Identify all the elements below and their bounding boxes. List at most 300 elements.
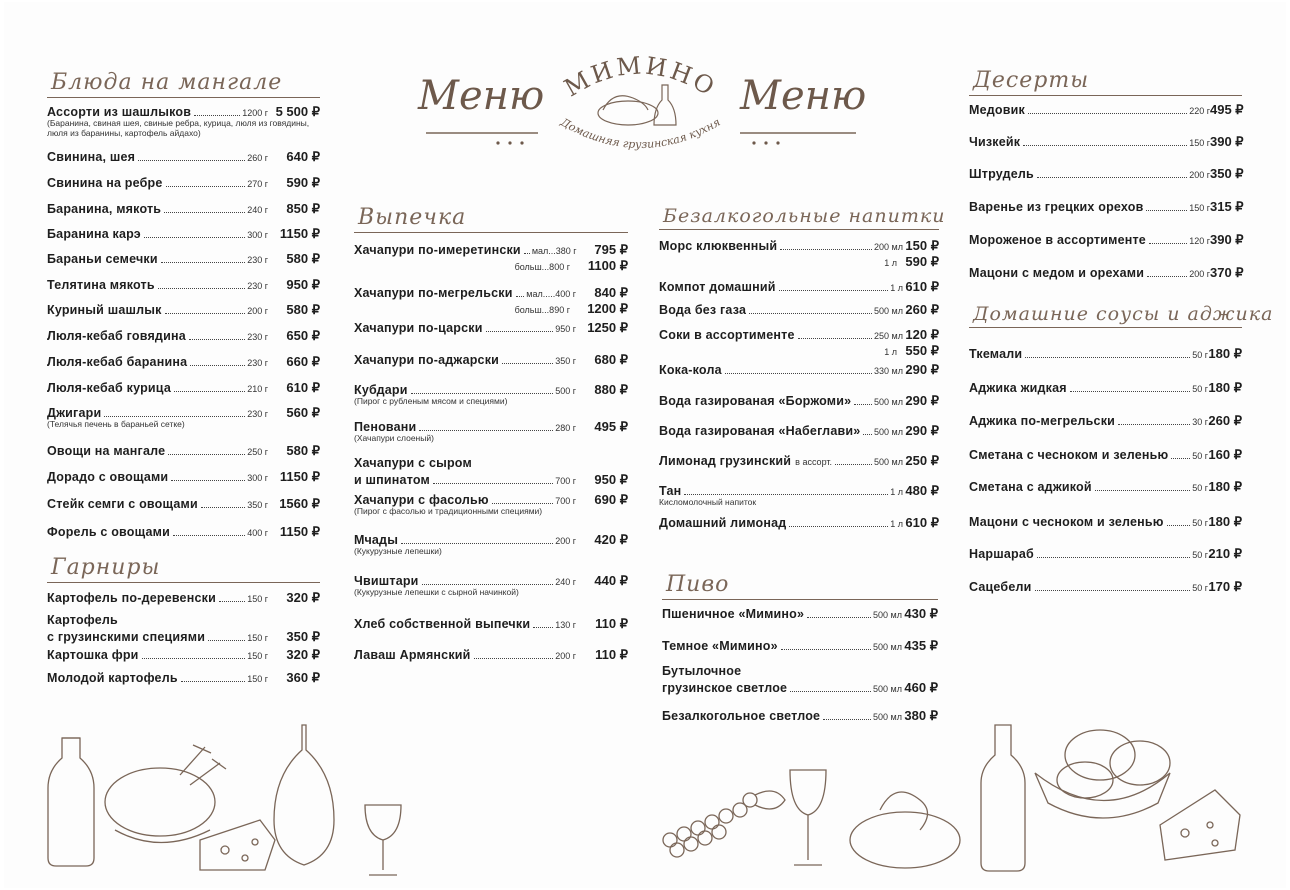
- item-weight: больш...800 г: [514, 262, 570, 272]
- menu-item: [354, 242, 628, 274]
- item-weight: 260 г: [247, 153, 268, 163]
- item-weight: мал.....400 г: [526, 289, 576, 299]
- menu-item: [47, 302, 320, 318]
- menu-item: [659, 302, 939, 318]
- menu-item-row: [662, 708, 938, 724]
- menu-item-row: [659, 393, 939, 409]
- logo-left-word: Меню: [418, 73, 545, 119]
- item-weight: 1 л: [890, 519, 903, 529]
- grill-section: [47, 70, 320, 539]
- item-price: 160 ₽: [1208, 447, 1242, 462]
- item-note: Кисломолочный напиток: [659, 497, 757, 507]
- item-price: 495 ₽: [594, 419, 628, 434]
- dot-leader: [1118, 424, 1190, 425]
- item-price: 120 ₽: [905, 327, 939, 342]
- menu-item-row: [659, 238, 939, 254]
- item-weight: 500 мл: [874, 306, 903, 316]
- menu-item: [969, 514, 1242, 530]
- svg-text:Домашняя грузинская кухня: [558, 115, 723, 151]
- item-name: Картофель: [47, 613, 118, 627]
- menu-item-row: [354, 616, 628, 632]
- menu-item-row: [662, 638, 938, 654]
- item-weight: 50 г: [1192, 518, 1208, 528]
- menu-item-row: [659, 515, 939, 531]
- item-weight: 500 мл: [874, 457, 903, 467]
- item-note: (Кукурузные лепешки): [354, 546, 442, 556]
- item-weight: 250 г: [247, 447, 268, 457]
- logo-dish-icon: [598, 85, 676, 125]
- menu-item-row: [47, 302, 320, 318]
- dot-leader: [219, 601, 245, 602]
- item-weight: 500 мл: [873, 642, 902, 652]
- menu-item: [354, 382, 628, 407]
- item-note: (Хачапури слоеный): [354, 433, 434, 443]
- item-weight: 300 г: [247, 230, 268, 240]
- menu-item: [354, 419, 628, 444]
- item-name: Бутылочное: [662, 664, 742, 678]
- item-weight: 280 г: [555, 423, 576, 433]
- cheese-icon: [1160, 790, 1240, 860]
- item-name: Темное «Мимино»: [662, 639, 778, 653]
- menu-item: [47, 524, 320, 540]
- menu-item-row: [47, 226, 320, 242]
- menu-item-row: [47, 590, 320, 606]
- dot-leader: [190, 365, 245, 366]
- dot-leader: [835, 464, 872, 465]
- item-name: Морс клюквенный: [659, 239, 778, 253]
- dot-leader: [401, 543, 553, 544]
- item-weight: 500 мл: [873, 684, 902, 694]
- item-name: Соки в ассортименте: [659, 328, 795, 342]
- menu-item-row: [659, 453, 939, 469]
- item-weight: 500 г: [555, 386, 576, 396]
- sauces-heading: Домашние соусы и аджика: [969, 303, 1242, 328]
- menu-item-row: [354, 320, 628, 336]
- menu-item-row: [354, 472, 628, 488]
- menu-item: [47, 251, 320, 267]
- item-weight: 220 г: [1189, 106, 1210, 116]
- item-weight: 1 л: [890, 283, 903, 293]
- dot-leader: [158, 288, 245, 289]
- bread-basket-icon: [1035, 730, 1170, 818]
- item-price: 850 ₽: [286, 201, 320, 216]
- item-price: 495 ₽: [1210, 102, 1244, 117]
- item-name: Баранина карэ: [47, 227, 141, 241]
- item-name: Домашний лимонад: [659, 516, 787, 530]
- drinks-heading: Безалкогольные напитки: [659, 205, 939, 230]
- item-name: Люля-кебаб говядина: [47, 329, 186, 343]
- dot-leader: [189, 339, 245, 340]
- menu-item-row: [47, 496, 320, 512]
- item-weight: 330 мл: [874, 366, 903, 376]
- dot-leader: [181, 681, 245, 682]
- item-weight: 50 г: [1192, 384, 1208, 394]
- menu-item-row: [354, 242, 628, 258]
- dot-leader: [854, 404, 872, 405]
- item-name: Чизкейк: [969, 135, 1021, 149]
- menu-item-row: [969, 479, 1242, 495]
- item-name: Хачапури по-царски: [354, 321, 483, 335]
- item-price: 650 ₽: [286, 328, 320, 343]
- dot-leader: [144, 237, 245, 238]
- item-name: Баранина, мякоть: [47, 202, 162, 216]
- item-weight: 230 г: [247, 255, 268, 265]
- item-name: Вода газированая «Набеглави»: [659, 424, 861, 438]
- item-name: Хачапури по-мегрельски: [354, 286, 513, 300]
- item-weight: 500 мл: [874, 397, 903, 407]
- menu-item: [47, 104, 320, 138]
- dot-leader: [684, 494, 888, 495]
- logo-subtitle: Домашняя грузинская кухня: [558, 115, 723, 152]
- grill-heading: Блюда на мангале: [47, 70, 320, 98]
- menu-item: [969, 479, 1242, 495]
- item-weight: 230 г: [247, 332, 268, 342]
- dot-leader: [798, 338, 872, 339]
- item-weight: 500 мл: [873, 712, 902, 722]
- dot-leader: [502, 363, 553, 364]
- desserts-heading: Десерты: [969, 68, 1242, 96]
- dot-leader: [419, 430, 553, 431]
- menu-item: [659, 362, 939, 378]
- bottle-icon: [981, 725, 1025, 871]
- menu-item: [659, 393, 939, 409]
- menu-item: [47, 277, 320, 293]
- menu-item: [47, 405, 320, 430]
- item-name: Бараньи семечки: [47, 252, 158, 266]
- menu-item: [354, 616, 628, 632]
- wine-glass-icon: [790, 770, 826, 865]
- item-name: Тан: [659, 484, 682, 498]
- menu-item-row: [47, 524, 320, 540]
- item-price: 350 ₽: [1210, 166, 1244, 181]
- menu-item: [354, 320, 628, 336]
- item-weight: 1200 г: [242, 108, 268, 118]
- item-price: 290 ₽: [905, 423, 939, 438]
- item-weight: 150 г: [247, 633, 268, 643]
- menu-item-row: [47, 328, 320, 344]
- item-name: Кубдари: [354, 383, 408, 397]
- wine-jug-icon: [274, 725, 334, 865]
- item-weight: 30 г: [1192, 417, 1208, 427]
- menu-item: [47, 380, 320, 396]
- item-weight: 1 л: [890, 487, 903, 497]
- item-price: 440 ₽: [594, 573, 628, 588]
- item-note: (Пирог с рубленым мясом и специями): [354, 396, 508, 406]
- item-name: Куриный шашлык: [47, 303, 162, 317]
- dot-leader: [781, 649, 871, 650]
- item-weight: 200 г: [555, 536, 576, 546]
- item-note: (Баранина, свиная шея, свиные ребра, курица, люля из говядины, люля из баранины, картофель айдахо): [47, 118, 310, 138]
- item-price: 260 ₽: [905, 302, 939, 317]
- item-name: Хачапури по-аджарски: [354, 353, 500, 367]
- item-price: 110 ₽: [595, 616, 628, 631]
- menu-item: [47, 149, 320, 165]
- dot-leader: [789, 526, 888, 527]
- menu-item: [659, 327, 939, 359]
- menu-item: [47, 469, 320, 485]
- dot-leader: [1147, 276, 1187, 277]
- item-name: Лимонад грузинский: [659, 454, 792, 468]
- item-weight: 50 г: [1192, 350, 1208, 360]
- menu-item-row: [969, 102, 1242, 118]
- item-extra: в ассорт.: [795, 457, 832, 467]
- dot-leader: [474, 658, 554, 659]
- menu-item-row: [47, 149, 320, 165]
- item-name: и шпинатом: [354, 473, 430, 487]
- item-note: (Телячья печень в бараньей сетке): [47, 419, 185, 429]
- item-weight: 950 г: [555, 324, 576, 334]
- item-price: 1150 ₽: [279, 524, 320, 539]
- garnish-heading: Гарниры: [47, 555, 320, 583]
- item-price: 950 ₽: [286, 277, 320, 292]
- dot-leader: [165, 313, 246, 314]
- item-name: Свинина на ребре: [47, 176, 163, 190]
- item-name: Сацебели: [969, 580, 1032, 594]
- svg-text:МИМИНО: [560, 55, 722, 103]
- dot-leader: [1037, 177, 1187, 178]
- item-weight: 200 мл: [874, 242, 903, 252]
- menu-item: [659, 279, 939, 295]
- item-price: 320 ₽: [286, 590, 320, 605]
- item-name: Сметана с аджикой: [969, 480, 1092, 494]
- dot-leader: [780, 249, 872, 250]
- menu-item: [47, 226, 320, 242]
- beer-section: [662, 572, 938, 723]
- menu-item-row: [47, 277, 320, 293]
- item-price: 880 ₽: [594, 382, 628, 397]
- bakery-heading: Выпечка: [354, 205, 628, 233]
- menu-item-row: [659, 423, 939, 439]
- menu-item: [969, 447, 1242, 463]
- menu-item-row: [659, 302, 939, 318]
- roast-chicken-icon: [850, 792, 960, 868]
- item-name: Хачапури с фасолью: [354, 493, 489, 507]
- item-name: Картофель по-деревенски: [47, 591, 216, 605]
- menu-item-row: [659, 362, 939, 378]
- item-name: Лаваш Армянский: [354, 648, 471, 662]
- dot-leader: [1025, 357, 1190, 358]
- logo-emblem: [418, 55, 873, 155]
- item-name: грузинское светлое: [662, 681, 788, 695]
- dot-leader: [168, 454, 245, 455]
- item-price: 150 ₽: [905, 238, 939, 253]
- item-price: 180 ₽: [1208, 479, 1242, 494]
- item-weight: 240 г: [555, 577, 576, 587]
- menu-item: [662, 708, 938, 724]
- menu-item-row: [969, 413, 1242, 429]
- menu-item: [659, 483, 939, 508]
- item-weight: 230 г: [247, 358, 268, 368]
- wine-glass-icon: [365, 805, 401, 875]
- menu-item-row: [47, 469, 320, 485]
- menu-item: [354, 285, 628, 317]
- menu-item-row: [969, 199, 1242, 215]
- menu-item: [969, 380, 1242, 396]
- item-name: Кока-кола: [659, 363, 722, 377]
- item-name: Ткемали: [969, 347, 1023, 361]
- item-name: Медовик: [969, 103, 1025, 117]
- dot-leader: [138, 160, 245, 161]
- menu-item-row: [47, 647, 320, 663]
- logo-title: МИМИНО: [559, 55, 722, 103]
- dot-leader: [725, 373, 872, 374]
- item-weight: 700 г: [555, 476, 576, 486]
- item-price: 370 ₽: [1210, 265, 1244, 280]
- item-price: 380 ₽: [904, 708, 938, 723]
- menu-item-row: [969, 265, 1242, 281]
- item-price: 390 ₽: [1210, 232, 1244, 247]
- item-price: 580 ₽: [286, 302, 320, 317]
- item-price: 180 ₽: [1208, 380, 1242, 395]
- item-price: 390 ₽: [1210, 134, 1244, 149]
- dot-leader: [411, 393, 554, 394]
- item-weight: 150 г: [247, 651, 268, 661]
- dot-leader: [1149, 243, 1187, 244]
- item-weight: больш...890 г: [514, 305, 570, 315]
- dot-leader: [1028, 113, 1187, 114]
- item-price: 610 ₽: [905, 515, 939, 530]
- menu-item: [659, 238, 939, 270]
- item-weight: 300 г: [247, 473, 268, 483]
- item-name: Наршараб: [969, 547, 1034, 561]
- dot-leader: [1070, 391, 1190, 392]
- item-weight: 400 г: [247, 528, 268, 538]
- item-name: Дорадо с овощами: [47, 470, 169, 484]
- item-price: 250 ₽: [905, 453, 939, 468]
- menu-item-row: [969, 380, 1242, 396]
- dot-leader: [164, 212, 245, 213]
- item-weight: 200 г: [555, 651, 576, 661]
- dot-leader: [807, 617, 871, 618]
- menu-item-row: [662, 606, 938, 622]
- item-weight: 120 г: [1189, 236, 1210, 246]
- menu-item: [47, 354, 320, 370]
- item-weight: 230 г: [247, 281, 268, 291]
- item-name: Сметана с чесноком и зеленью: [969, 448, 1169, 462]
- sketch-right: [975, 715, 1245, 885]
- menu-item-row: [969, 447, 1242, 463]
- dot-leader: [173, 535, 245, 536]
- menu-item: [662, 606, 938, 622]
- item-price: 315 ₽: [1210, 199, 1244, 214]
- menu-item-row: [969, 134, 1242, 150]
- item-weight: 270 г: [247, 179, 268, 189]
- menu-item-row: [969, 514, 1242, 530]
- menu-item-row: [47, 251, 320, 267]
- item-price: 560 ₽: [286, 405, 320, 420]
- item-weight: 1 л: [884, 347, 897, 357]
- item-price: 580 ₽: [286, 251, 320, 266]
- item-weight: 200 г: [247, 306, 268, 316]
- item-large-size-row: [354, 258, 628, 274]
- item-price: 1560 ₽: [279, 496, 320, 511]
- item-weight: 200 г: [1189, 269, 1210, 279]
- dot-leader: [201, 507, 245, 508]
- menu-item: [969, 102, 1242, 118]
- dot-leader: [1095, 490, 1190, 491]
- item-name: Телятина мякоть: [47, 278, 155, 292]
- item-name: Овощи на мангале: [47, 444, 166, 458]
- item-name: Пеновани: [354, 420, 417, 434]
- menu-logo: [418, 55, 873, 155]
- menu-item: [662, 638, 938, 654]
- menu-item: [662, 664, 938, 696]
- menu-item: [659, 453, 939, 469]
- roast-chicken-icon: [105, 745, 226, 843]
- item-price: 690 ₽: [594, 492, 628, 507]
- menu-item: [354, 456, 628, 488]
- item-price: 1200 ₽: [587, 301, 628, 316]
- item-price: 290 ₽: [905, 393, 939, 408]
- dot-leader: [422, 584, 554, 585]
- item-weight: 50 г: [1192, 550, 1208, 560]
- dot-leader: [1037, 557, 1190, 558]
- menu-item-row: [47, 380, 320, 396]
- item-name: Мацони с чесноком и зеленью: [969, 515, 1164, 529]
- sketch-middle: [650, 760, 980, 885]
- item-weight: 50 г: [1192, 451, 1208, 461]
- dot-leader: [194, 115, 240, 116]
- item-name: Аджика жидкая: [969, 381, 1067, 395]
- item-name: Хачапури по-имеретински: [354, 243, 521, 257]
- sketch-left: [40, 720, 410, 885]
- item-price: 320 ₽: [286, 647, 320, 662]
- menu-item-row: [969, 166, 1242, 182]
- menu-item: [969, 166, 1242, 182]
- item-weight: 250 мл: [874, 331, 903, 341]
- item-weight: 150 г: [1189, 138, 1210, 148]
- item-price: 480 ₽: [905, 483, 939, 498]
- menu-item-row: [969, 232, 1242, 248]
- menu-item: [969, 134, 1242, 150]
- item-name: с грузинскими специями: [47, 630, 206, 644]
- dot-leader: [171, 480, 245, 481]
- bottle-icon: [48, 738, 94, 866]
- item-price: 430 ₽: [904, 606, 938, 621]
- item-weight: 150 г: [1189, 203, 1210, 213]
- item-price: 795 ₽: [594, 242, 628, 257]
- item-price: 1150 ₽: [279, 469, 320, 484]
- item-name: Люля-кебаб баранина: [47, 355, 188, 369]
- item-name: Форель с овощами: [47, 525, 170, 539]
- menu-item: [47, 613, 320, 645]
- item-weight: 50 г: [1192, 583, 1208, 593]
- menu-item: [47, 670, 320, 686]
- menu-item: [969, 413, 1242, 429]
- dot-leader: [1023, 145, 1187, 146]
- item-note: (Кукурузные лепешки с сырной начинкой): [354, 587, 519, 597]
- menu-item-row: [662, 680, 938, 696]
- item-name: Вода газированая «Боржоми»: [659, 394, 852, 408]
- item-weight: 350 г: [247, 500, 268, 510]
- menu-item-row: [354, 647, 628, 663]
- item-weight: 200 г: [1189, 170, 1210, 180]
- item-large-size-row: [354, 301, 628, 317]
- item-price: 5 500 ₽: [275, 104, 320, 119]
- item-note: (Пирог с фасолью и традиционными специями): [354, 506, 543, 516]
- menu-item: [659, 423, 939, 439]
- item-name: Картошка фри: [47, 648, 139, 662]
- item-name: Штрудель: [969, 167, 1034, 181]
- item-price: 420 ₽: [594, 532, 628, 547]
- item-name: Стейк семги с овощами: [47, 497, 198, 511]
- item-price: 680 ₽: [594, 352, 628, 367]
- item-name: Пшеничное «Мимино»: [662, 607, 805, 621]
- item-price: 110 ₽: [595, 647, 628, 662]
- dot-leader: [524, 253, 530, 254]
- item-name: Люля-кебаб курица: [47, 381, 171, 395]
- item-price: 660 ₽: [286, 354, 320, 369]
